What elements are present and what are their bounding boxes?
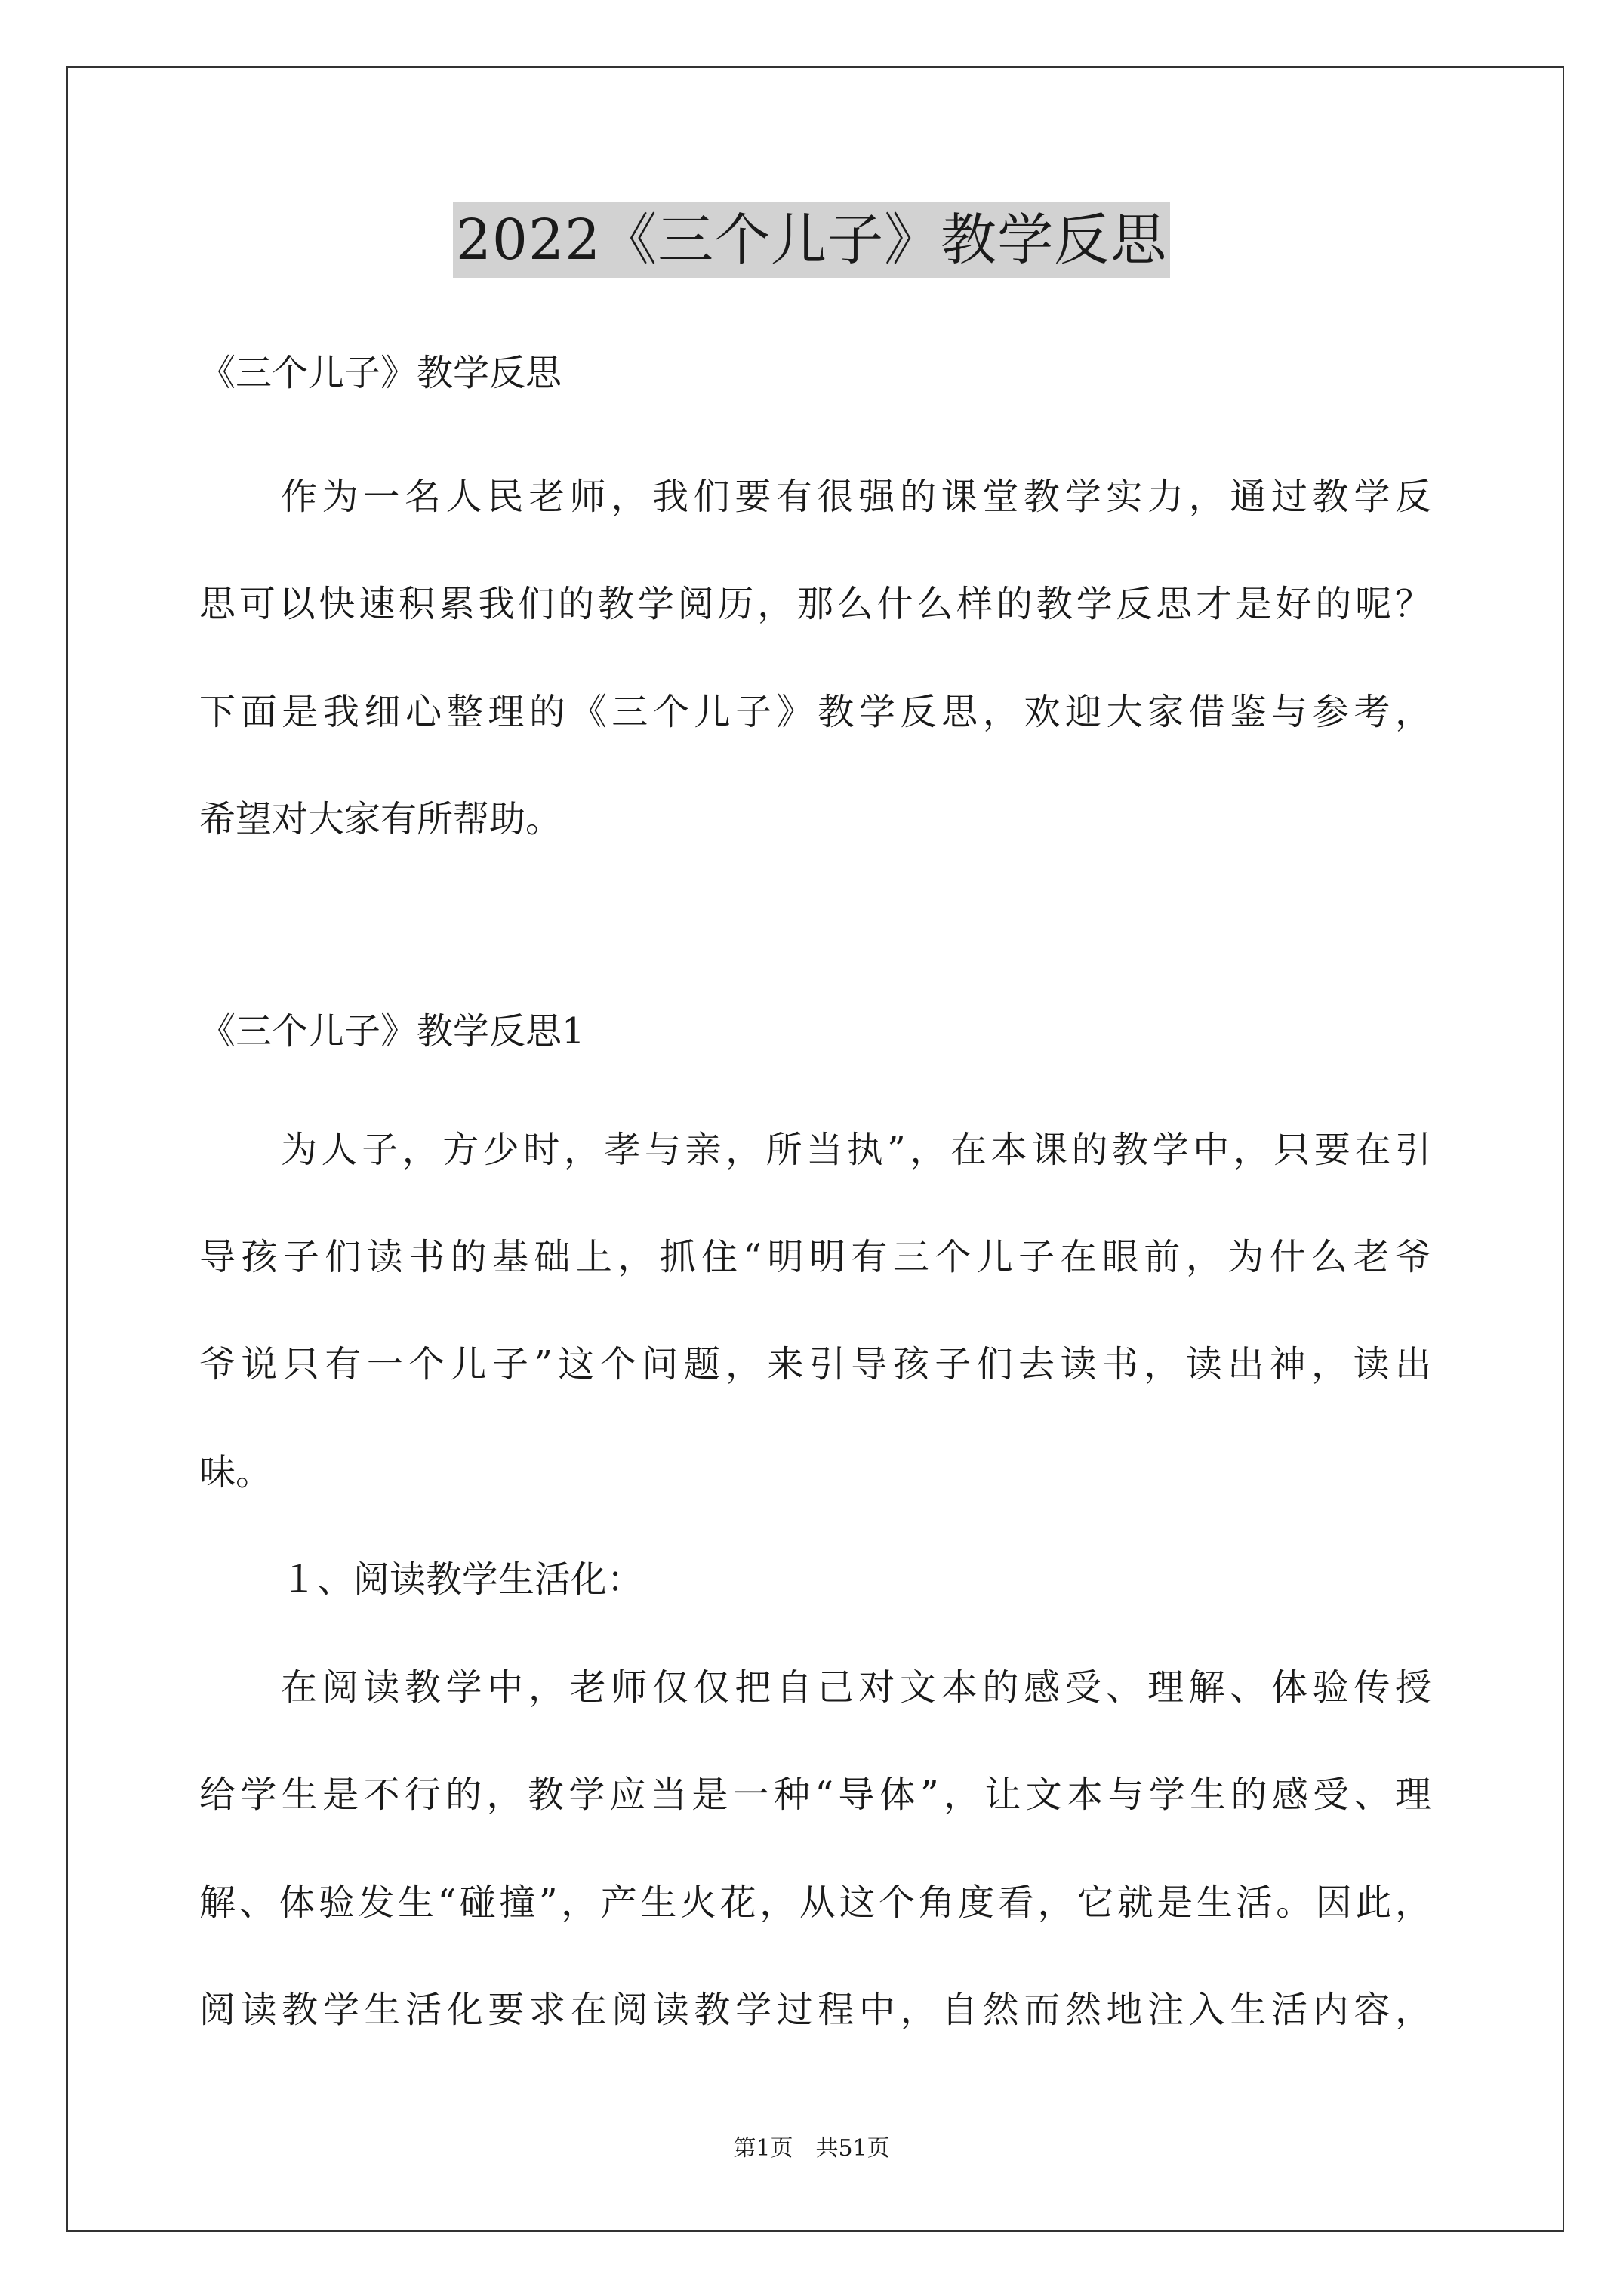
page-footer: 第1页 共51页 <box>733 2135 890 2162</box>
list-item-1: １、阅读教学生活化： <box>281 1558 644 1601</box>
intro-line-3: 下面是我细心整理的《三个儿子》教学反思，欢迎大家借鉴与参考， <box>199 691 1431 733</box>
document-subtitle: 《三个儿子》教学反思 <box>199 352 562 394</box>
intro-line-4: 希望对大家有所帮助。 <box>199 798 562 840</box>
title-container <box>0 202 1623 278</box>
paragraph-2-line-2: 给学生是不行的，教学应当是一种“导体”，让文本与学生的感受、理 <box>199 1774 1431 1816</box>
paragraph-1-line-2: 导孩子们读书的基础上，抓住“明明有三个儿子在眼前，为什么老爷 <box>199 1236 1431 1278</box>
paragraph-1-line-4: 味。 <box>199 1451 273 1493</box>
paragraph-2-line-1: 在阅读教学中，老师仅仅把自己对文本的感受、理解、体验传授 <box>281 1666 1431 1709</box>
paragraph-2-line-3: 解、体验发生“碰撞”，产生火花，从这个角度看，它就是生活。因此， <box>199 1881 1431 1924</box>
section-heading: 《三个儿子》教学反思1 <box>199 1010 585 1052</box>
paragraph-1-line-1: 为人子，方少时，孝与亲，所当执”，在本课的教学中，只要在引 <box>281 1129 1431 1171</box>
intro-line-2: 思可以快速积累我们的教学阅历，那么什么样的教学反思才是好的呢？ <box>199 583 1431 625</box>
intro-line-1: 作为一名人民老师，我们要有很强的课堂教学实力，通过教学反 <box>281 476 1431 518</box>
paragraph-2-line-4: 阅读教学生活化要求在阅读教学过程中，自然而然地注入生活内容， <box>199 1989 1431 2031</box>
document-title: 2022《三个儿子》教学反思 <box>453 202 1170 278</box>
paragraph-1-line-3: 爷说只有一个儿子”这个问题，来引导孩子们去读书，读出神，读出 <box>199 1343 1431 1385</box>
